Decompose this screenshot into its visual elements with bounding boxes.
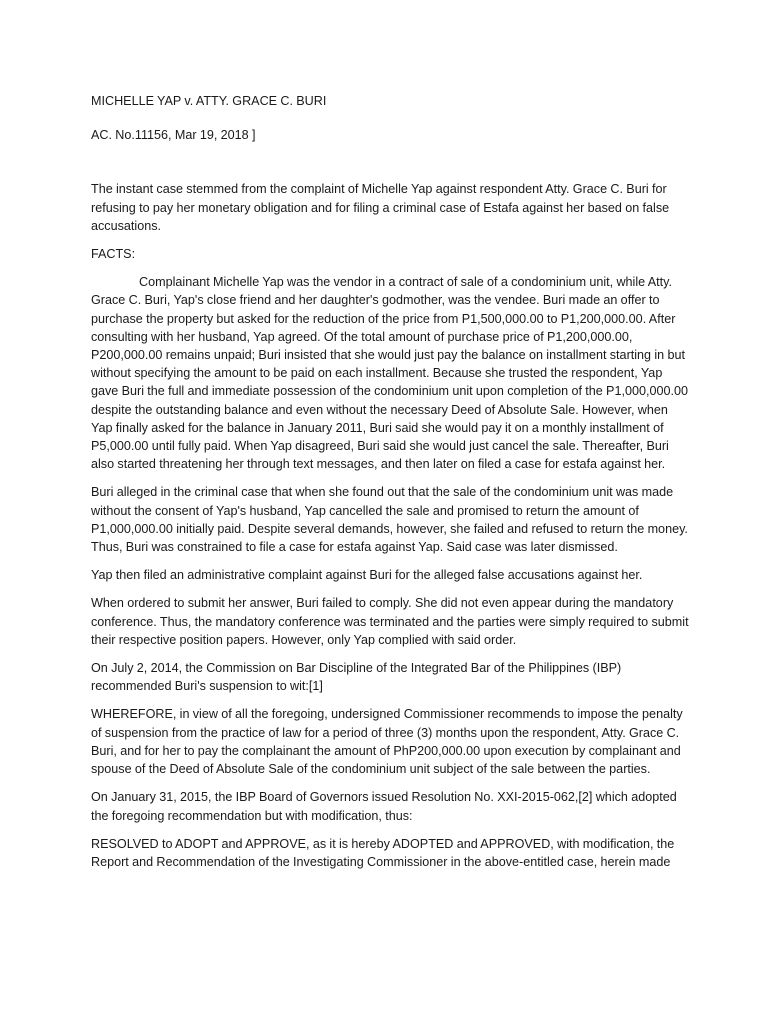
- body-paragraph: Complainant Michelle Yap was the vendor in a contract of sale of a condominium unit, while Atty. Grace C. Buri, Yap's close friend and her daughter's godmother, was the vendee. Buri made an offer to purchase the property but asked for the reduction of the price from P1,500,000.00 to P1,200,000.00. After consulting with her husband, Yap agreed. Of the total amount of purchase price of P1,200,000.00, P200,000.00 remains unpaid; Buri insisted that she would just pay the balance on installment starting in but without specifying the amount to be paid on each installment. Because she trusted the respondent, Yap gave Buri the full and immediate possession of the condominium unit upon completion of the P1,000,000.00 despite the outstanding balance and even without the necessary Deed of Absolute Sale. However, when Yap finally asked for the balance in January 2011, Buri said she would pay it on a monthly installment of P5,000.00 until fully paid. When Yap disagreed, Buri said she would just cancel the sale. Thereafter, Buri also started threatening her through text messages, and then later on filed a case for estafa against her.: [91, 275, 688, 472]
- quoted-resolution: RESOLVED to ADOPT and APPROVE, as it is hereby ADOPTED and APPROVED, with modification, the Report and Recommendation of the Investigating Commissioner in the above-entitled case, herein made: [91, 836, 675, 869]
- quoted-recommendation: WHEREFORE, in view of all the foregoing, undersigned Commissioner recommends to impose the penalty of suspension from the practice of law for a period of three (3) months upon the respondent, Atty. Grace C. Buri, and for her to pay the complainant the amount of PhP200,000.00 upon execution by complainant and spouse of the Deed of Absolute Sale of the condominium unit subject of the sale between the parties.: [91, 707, 683, 777]
- facts-heading: FACTS:: [91, 247, 136, 262]
- body-paragraph: On July 2, 2014, the Commission on Bar Discipline of the Integrated Bar of the Philippines (IBP) recommended Buri's suspension to wit:[1]: [91, 661, 622, 694]
- case-citation: AC. No.11156, Mar 19, 2018 ]: [91, 128, 256, 143]
- case-title: MICHELLE YAP v. ATTY. GRACE C. BURI: [91, 94, 327, 108]
- intro-paragraph: The instant case stemmed from the complaint of Michelle Yap against respondent Atty. Grace C. Buri for refusing to pay her monetary obligation and for filing a criminal case of Estafa against her based on false accusations.: [91, 182, 670, 233]
- body-paragraph: Yap then filed an administrative complaint against Buri for the alleged false accusations against her.: [91, 568, 643, 583]
- body-paragraph: On January 31, 2015, the IBP Board of Governors issued Resolution No. XXI-2015-062,[2] which adopted the foregoing recommendation but with modification, thus:: [91, 790, 677, 823]
- body-paragraph: Buri alleged in the criminal case that when she found out that the sale of the condominium unit was made without the consent of Yap's husband, Yap cancelled the sale and promised to return the amount of P1,000,000.00 initially paid. Despite several demands, however, she failed and refused to return the money. Thus, Buri was constrained to file a case for estafa against Yap. Said case was later dismissed.: [91, 485, 688, 555]
- body-paragraph: When ordered to submit her answer, Buri failed to comply. She did not even appear during the mandatory conference. Thus, the mandatory conference was terminated and the parties were simply required to submit their respective position papers. However, only Yap complied with said order.: [91, 596, 689, 647]
